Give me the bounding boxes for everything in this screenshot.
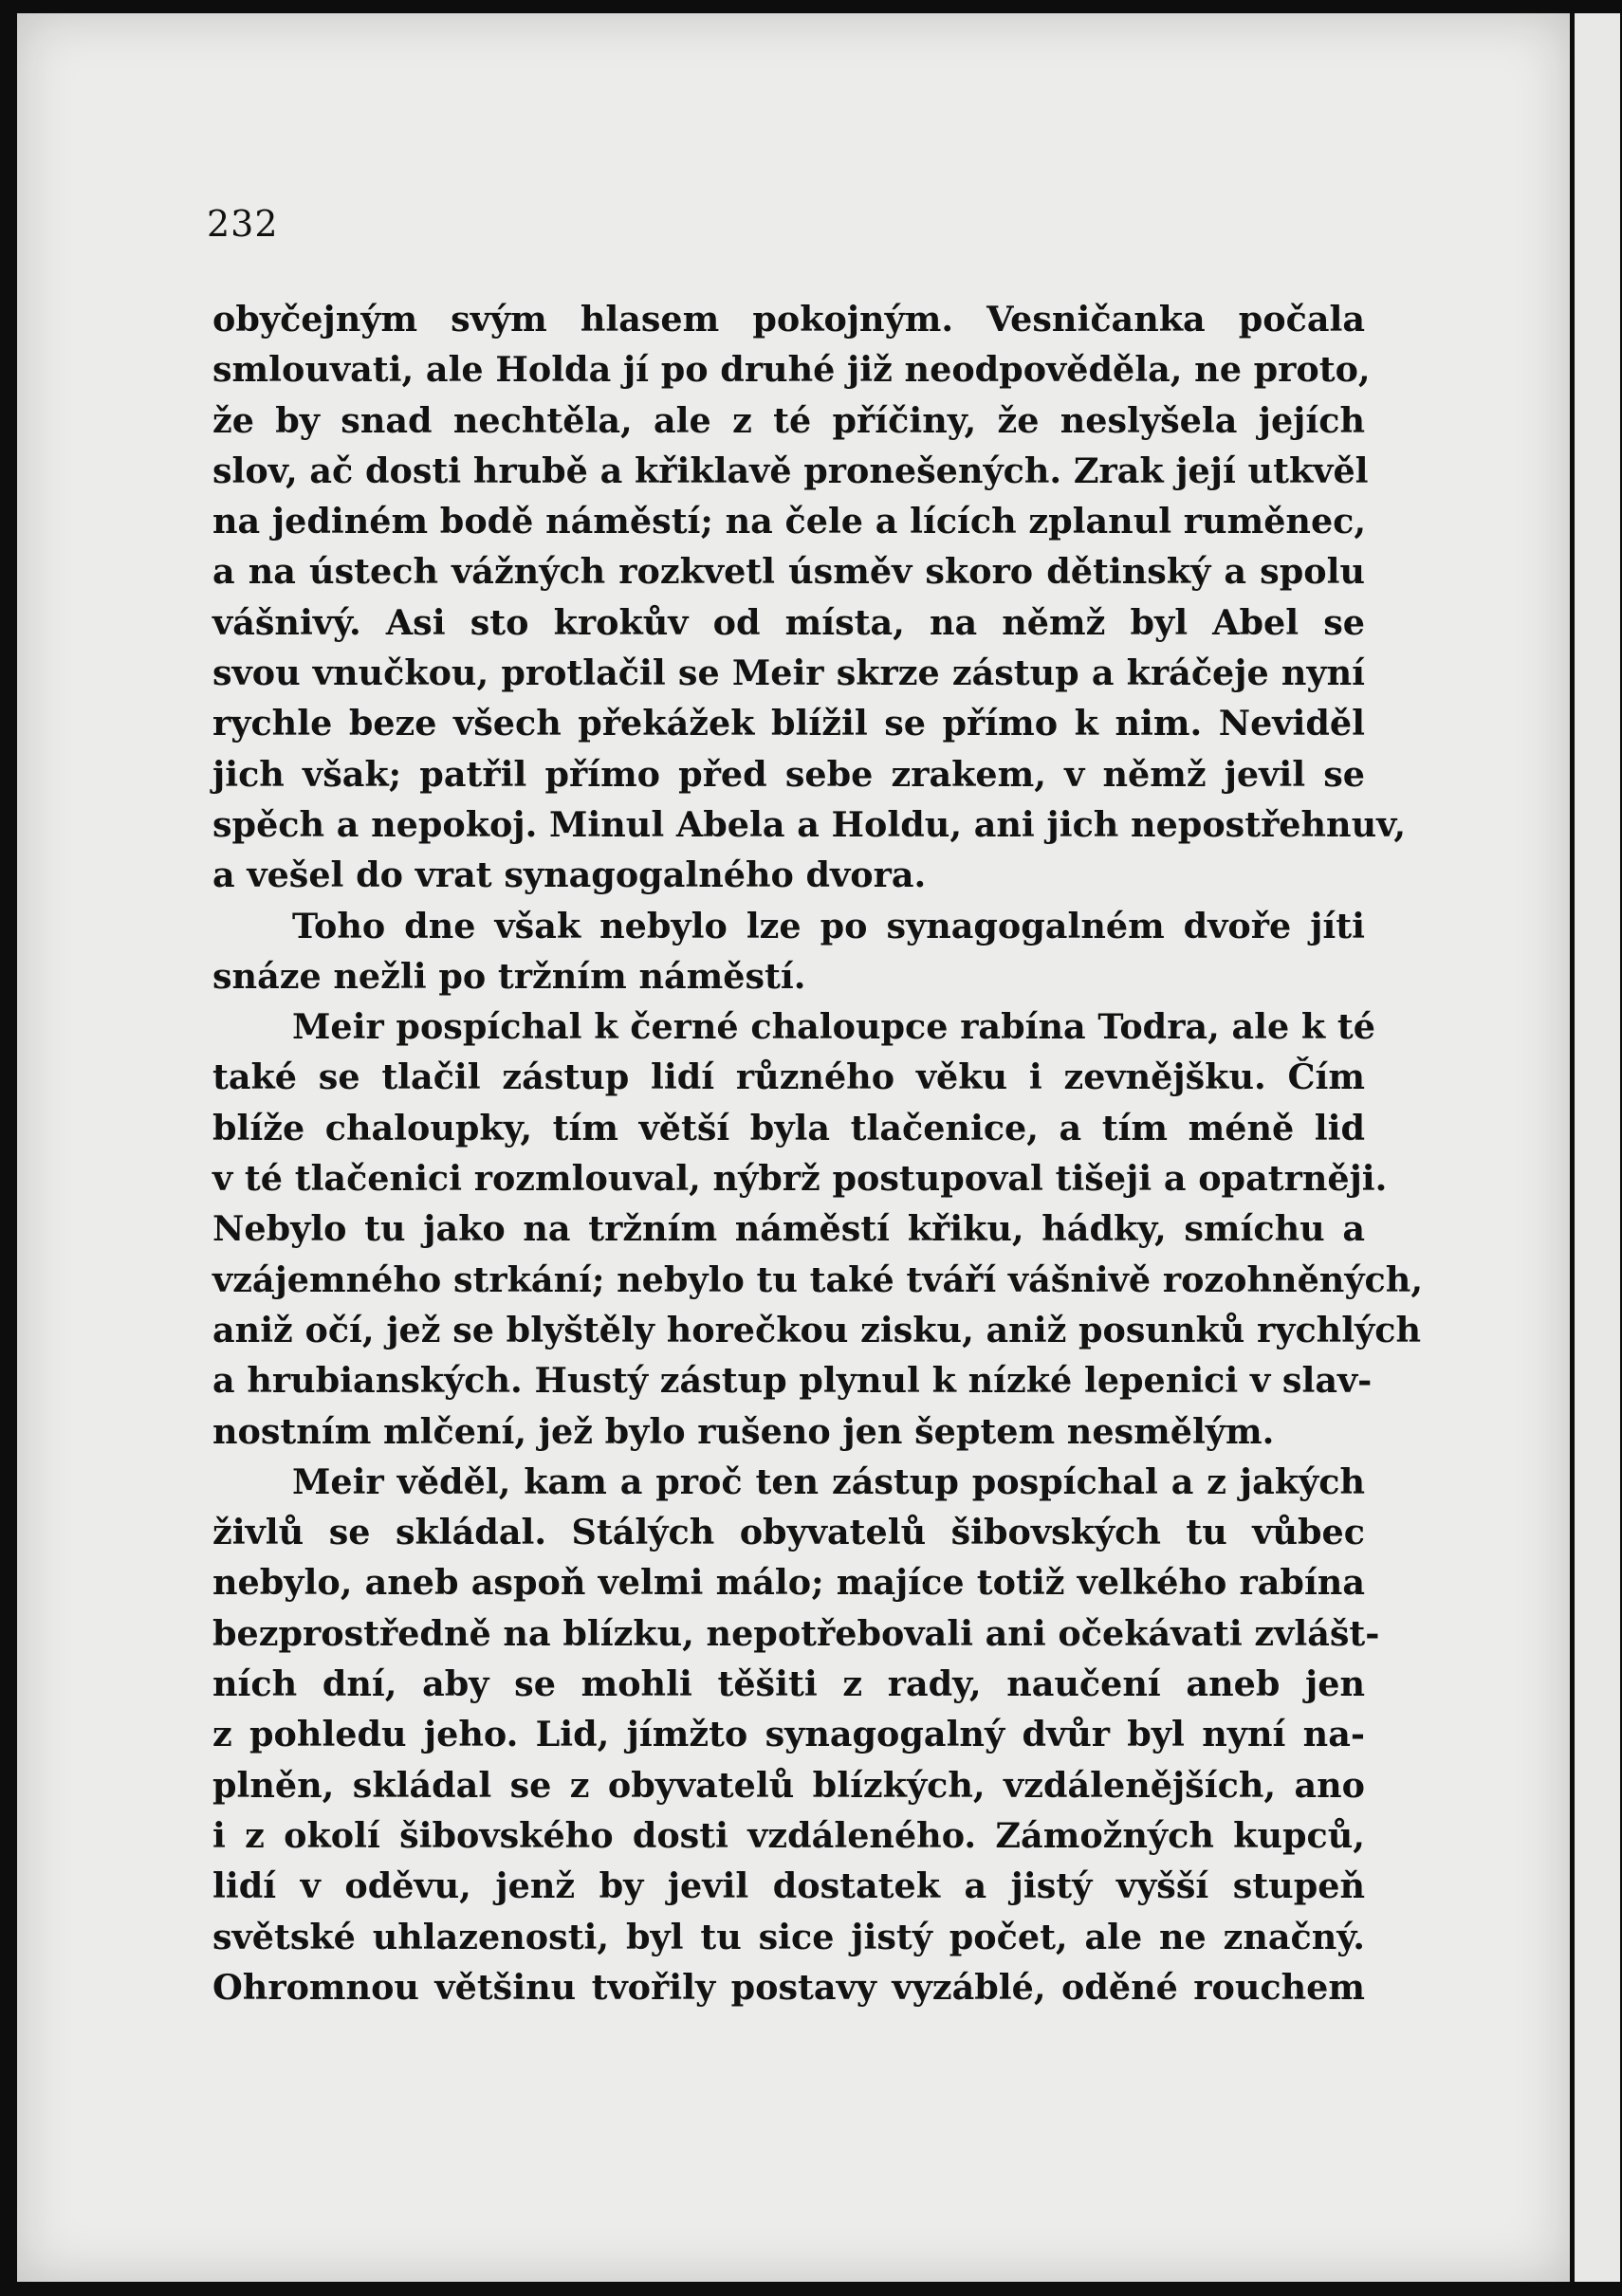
text-line: nebylo, aneb aspoň velmi málo; majíce totiž velkého rabína — [212, 1562, 1365, 1604]
text-line: na jediném bodě náměstí; na čele a lících zplanul ruměnec, — [212, 501, 1367, 542]
text-line: živlů se skládal. Stálých obyvatelů šibovských tu vůbec — [212, 1512, 1365, 1553]
page-number: 232 — [207, 203, 279, 245]
adjacent-page-edge — [1575, 13, 1620, 2282]
text-line: a na ústech vážných rozkvetl úsměv skoro dětinský a spolu — [212, 551, 1365, 593]
text-line: i z okolí šibovského dosti vzdáleného. Zámožných kupců, — [212, 1814, 1365, 1856]
text-line: vzájemného strkání; nebylo tu také tváří vášnivě rozohněných, — [212, 1258, 1424, 1300]
text-line: bezprostředně na blízku, nepotřebovali ani očekávati zvlášt- — [212, 1612, 1380, 1654]
text-line: z pohledu jeho. Lid, jímžto synagogalný dvůr byl nyní na- — [212, 1714, 1365, 1755]
text-line: jich však; patřil přímo před sebe zrakem, v němž jevil se — [212, 753, 1365, 795]
text-line: a vešel do vrat synagogalného dvora. — [212, 854, 927, 896]
text-line: v té tlačenici rozmlouval, nýbrž postupoval tišeji a opatrněji. — [212, 1158, 1388, 1200]
text-line: také se tlačil zástup lidí různého věku i zevnějšku. Čím — [212, 1056, 1365, 1098]
text-line: rychle beze všech překážek blížil se přímo k nim. Neviděl — [212, 703, 1365, 744]
text-line: a hrubianských. Hustý zástup plynul k nízké lepenici v slav- — [212, 1360, 1373, 1402]
text-line: světské uhlazenosti, byl tu sice jistý počet, ale ne značný. — [212, 1916, 1365, 1957]
text-line: svou vnučkou, protlačil se Meir skrze zástup a kráčeje nyní — [212, 652, 1365, 694]
text-line: spěch a nepokoj. Minul Abela a Holdu, ani jich nepostřehnuv, — [212, 803, 1407, 845]
text-line: nostním mlčení, jež bylo rušeno jen šeptem nesmělým. — [212, 1410, 1275, 1452]
text-line: lidí v oděvu, jenž by jevil dostatek a jistý vyšší stupeň — [212, 1865, 1365, 1907]
text-line: ních dní, aby se mohli těšiti z rady, naučení aneb jen — [212, 1663, 1365, 1705]
text-line: aniž očí, jež se blyštěly horečkou zisku, aniž posunků rychlých — [212, 1309, 1422, 1350]
text-line: Meir pospíchal k černé chaloupce rabína Todra, ale k té — [292, 1006, 1376, 1048]
text-line: Meir věděl, kam a proč ten zástup pospíchal a z jakých — [292, 1460, 1365, 1502]
text-line: Nebylo tu jako na tržním náměstí křiku, hádky, smíchu a — [212, 1208, 1365, 1250]
book-page — [17, 13, 1570, 2282]
text-line: plněn, skládal se z obyvatelů blízkých, vzdálenějších, ano — [212, 1764, 1365, 1806]
text-line: obyčejným svým hlasem pokojným. Vesničanka počala — [212, 299, 1365, 340]
text-line: že by snad nechtěla, ale z té příčiny, že neslyšela jejích — [212, 399, 1365, 441]
body-text — [212, 294, 1424, 2012]
text-line: Ohromnou většinu tvořily postavy vyzáblé, oděné rouchem — [212, 1966, 1365, 2008]
text-line: Toho dne však nebylo lze po synagogalném dvoře jíti — [292, 905, 1365, 946]
text-line: snáze nežli po tržním náměstí. — [212, 955, 806, 997]
text-line: slov, ač dosti hrubě a křiklavě pronešených. Zrak její utkvěl — [212, 450, 1369, 491]
text-line: blíže chaloupky, tím větší byla tlačenice, a tím méně lid — [212, 1107, 1365, 1148]
text-line: smlouvati, ale Holda jí po druhé již neodpověděla, ne proto, — [212, 349, 1371, 391]
text-line: vášnivý. Asi sto krokův od místa, na němž byl Abel se — [212, 601, 1365, 643]
